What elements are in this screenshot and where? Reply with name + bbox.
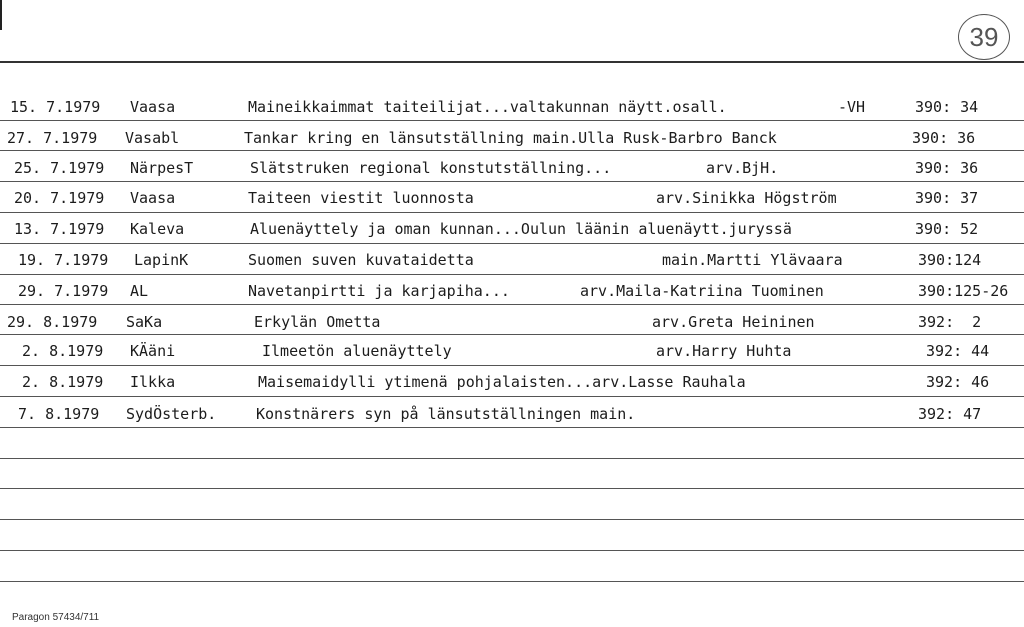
entry-title: Suomen suven kuvataidetta	[248, 251, 474, 269]
entry-paper: SydÖsterb.	[126, 405, 217, 423]
entry-ref: 390: 34	[915, 98, 979, 116]
entry-ref: 390:124	[918, 251, 982, 269]
entry-date: 29. 7.1979	[18, 282, 109, 300]
entry-paper: Vaasa	[130, 98, 176, 116]
entry-title: Tankar kring en länsutställning main.Ulla Rusk-Barbro Banck	[244, 129, 777, 147]
entry-title: Konstnärers syn på länsutställningen main.	[256, 405, 636, 423]
entry-title: Aluenäyttely ja oman kunnan...Oulun läänin aluenäytt.juryssä	[250, 220, 792, 238]
entry-ref: 390: 37	[915, 189, 979, 207]
entry-paper: Vaasa	[130, 189, 176, 207]
entry-author: main.Martti Ylävaara	[662, 251, 843, 269]
ruled-line	[0, 334, 1024, 335]
entry-paper: KÄäni	[130, 342, 176, 360]
entry-date: 7. 8.1979	[18, 405, 100, 423]
ruled-line	[0, 458, 1024, 459]
entry-date: 20. 7.1979	[14, 189, 105, 207]
card-edge-mark	[0, 0, 2, 30]
page-number: 39	[958, 14, 1010, 60]
entry-paper: NärpesT	[130, 159, 194, 177]
ruled-line	[0, 212, 1024, 213]
entry-date: 13. 7.1979	[14, 220, 105, 238]
ruled-line	[0, 243, 1024, 244]
ruled-line	[0, 274, 1024, 275]
entry-author: arv.Sinikka Högström	[656, 189, 837, 207]
entry-paper: Ilkka	[130, 373, 176, 391]
entry-title: Maineikkaimmat taiteilijat...valtakunnan näytt.osall.	[248, 98, 727, 116]
entry-title: Maisemaidylli ytimenä pohjalaisten...arv.Lasse Rauhala	[258, 373, 746, 391]
ruled-line	[0, 396, 1024, 397]
entry-ref: 390: 36	[915, 159, 979, 177]
entry-author: arv.Harry Huhta	[656, 342, 792, 360]
entry-paper: Vasabl	[125, 129, 180, 147]
entry-ref: 392: 44	[926, 342, 990, 360]
entry-paper: AL	[130, 282, 149, 300]
entry-paper: SaKa	[126, 313, 163, 331]
entry-author: arv.Greta Heininen	[652, 313, 815, 331]
entry-ref: 390: 36	[912, 129, 976, 147]
entry-ref: 390:125-26	[918, 282, 1009, 300]
ruled-line	[0, 120, 1024, 121]
ruled-line	[0, 581, 1024, 582]
entry-ref: 392: 2	[918, 313, 982, 331]
ruled-line	[0, 365, 1024, 366]
entry-date: 15. 7.1979	[10, 98, 101, 116]
entry-date: 2. 8.1979	[22, 342, 104, 360]
entry-author: -VH	[838, 98, 866, 116]
ruled-line	[0, 550, 1024, 551]
entry-date: 2. 8.1979	[22, 373, 104, 391]
entry-title: Navetanpirtti ja karjapiha...	[248, 282, 510, 300]
ruled-line	[0, 427, 1024, 428]
entry-author: arv.Maila-Katriina Tuominen	[580, 282, 824, 300]
entry-author: arv.BjH.	[706, 159, 779, 177]
ruled-line	[0, 488, 1024, 489]
entry-date: 19. 7.1979	[18, 251, 109, 269]
entry-date: 25. 7.1979	[14, 159, 105, 177]
entry-title: Erkylän Ometta	[254, 313, 381, 331]
entry-title: Taiteen viestit luonnosta	[248, 189, 474, 207]
entry-title: Ilmeetön aluenäyttely	[262, 342, 452, 360]
entry-date: 27. 7.1979	[7, 129, 98, 147]
ruled-line	[0, 304, 1024, 305]
entry-ref: 392: 46	[926, 373, 990, 391]
entry-ref: 390: 52	[915, 220, 979, 238]
ruled-line	[0, 150, 1024, 151]
entry-title: Slätstruken regional konstutställning...	[250, 159, 612, 177]
top-rule	[0, 61, 1024, 63]
ruled-line	[0, 181, 1024, 182]
entry-paper: LapinK	[134, 251, 189, 269]
footer-print: Paragon 57434/711	[12, 612, 100, 623]
entry-paper: Kaleva	[130, 220, 185, 238]
entry-ref: 392: 47	[918, 405, 982, 423]
entry-date: 29. 8.1979	[7, 313, 98, 331]
ruled-line	[0, 519, 1024, 520]
